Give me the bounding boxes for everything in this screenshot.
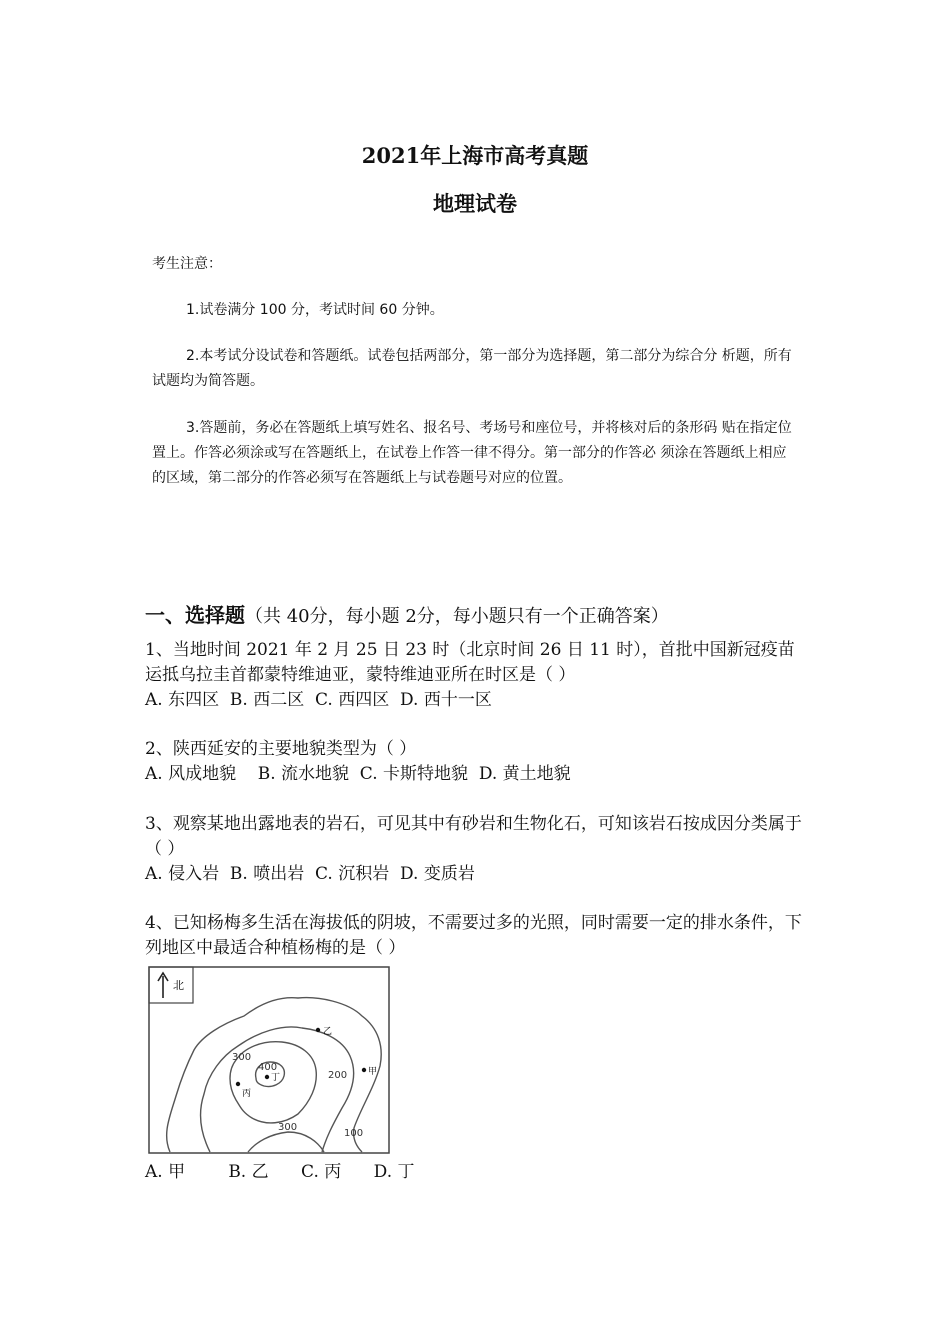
question-1-text: 1、当地时间 2021 年 2 月 25 日 23 时（北京时间 26 日 11 时），首批中国新冠疫苗运抵乌拉圭首都蒙特维迪亚，蒙特维迪亚所在时区是（ ）: [145, 640, 795, 685]
section-note: （共 40分，每小题 2分，每小题只有一个正确答案）: [245, 606, 669, 627]
north-label: 北: [173, 979, 184, 992]
point-bing: [236, 1082, 240, 1086]
contour-label-200: 200: [328, 1070, 348, 1081]
question-2-options: A. 风成地貌 B. 流水地貌 C. 卡斯特地貌 D. 黄土地貌: [145, 764, 571, 784]
contour-map: [148, 966, 392, 1156]
point-ding: [265, 1075, 269, 1079]
notice-item-1: 1.试卷满分 100 分，考试时间 60 分钟。: [186, 302, 444, 318]
point-yi: [316, 1028, 320, 1032]
notice-item-2: 2.本考试分设试卷和答题纸。试卷包括两部分，第一部分为选择题，第二部分为综合分 析题，所有试题均为简答题。: [152, 348, 792, 389]
point-jia: [362, 1068, 366, 1072]
point-yi-label: 乙: [323, 1027, 333, 1037]
point-ding-label: 丁: [271, 1073, 281, 1083]
question-3-text: 3、观察某地出露地表的岩石，可见其中有砂岩和生物化石，可知该岩石按成因分类属于（ ）: [145, 814, 802, 859]
contour-label-100: 100: [344, 1128, 364, 1139]
map-frame: [149, 967, 389, 1153]
question-4-text: 4、已知杨梅多生活在海拔低的阴坡，不需要过多的光照，同时需要一定的排水条件，下列地区中最适合种植杨梅的是（ ）: [145, 913, 802, 958]
question-4-options: A. 甲 B. 乙 C. 丙 D. 丁: [145, 1162, 415, 1182]
point-bing-label: 丙: [242, 1089, 252, 1099]
section-title: 一、选择题: [145, 603, 245, 627]
contour-label-400: 400: [258, 1062, 278, 1073]
section-heading: [145, 599, 669, 628]
contour-label-300-b: 300: [278, 1122, 298, 1133]
page-subtitle: 地理试卷: [433, 191, 517, 216]
question-2-text: 2、陕西延安的主要地貌类型为（ ）: [145, 739, 417, 759]
point-jia-label: 甲: [368, 1067, 378, 1077]
question-1-options: A. 东四区 B. 西二区 C. 西四区 D. 西十一区: [145, 690, 492, 710]
page-title: 2021年上海市高考真题: [361, 143, 589, 168]
question-3-options: A. 侵入岩 B. 喷出岩 C. 沉积岩 D. 变质岩: [145, 864, 475, 884]
notice-heading: 考生注意：: [152, 256, 222, 272]
notice-item-3: 3.答题前，务必在答题纸上填写姓名、报名号、考场号和座位号，并将核对后的条形码 贴在指定位置上。作答必须涂或写在答题纸上，在试卷上作答一律不得分。第一部分的作答必 须涂在答题纸上相应的区域，第二部分的作答必须写在答题纸上与试卷题号对应的位置。: [152, 420, 792, 486]
contour-label-300: 300: [232, 1052, 252, 1063]
